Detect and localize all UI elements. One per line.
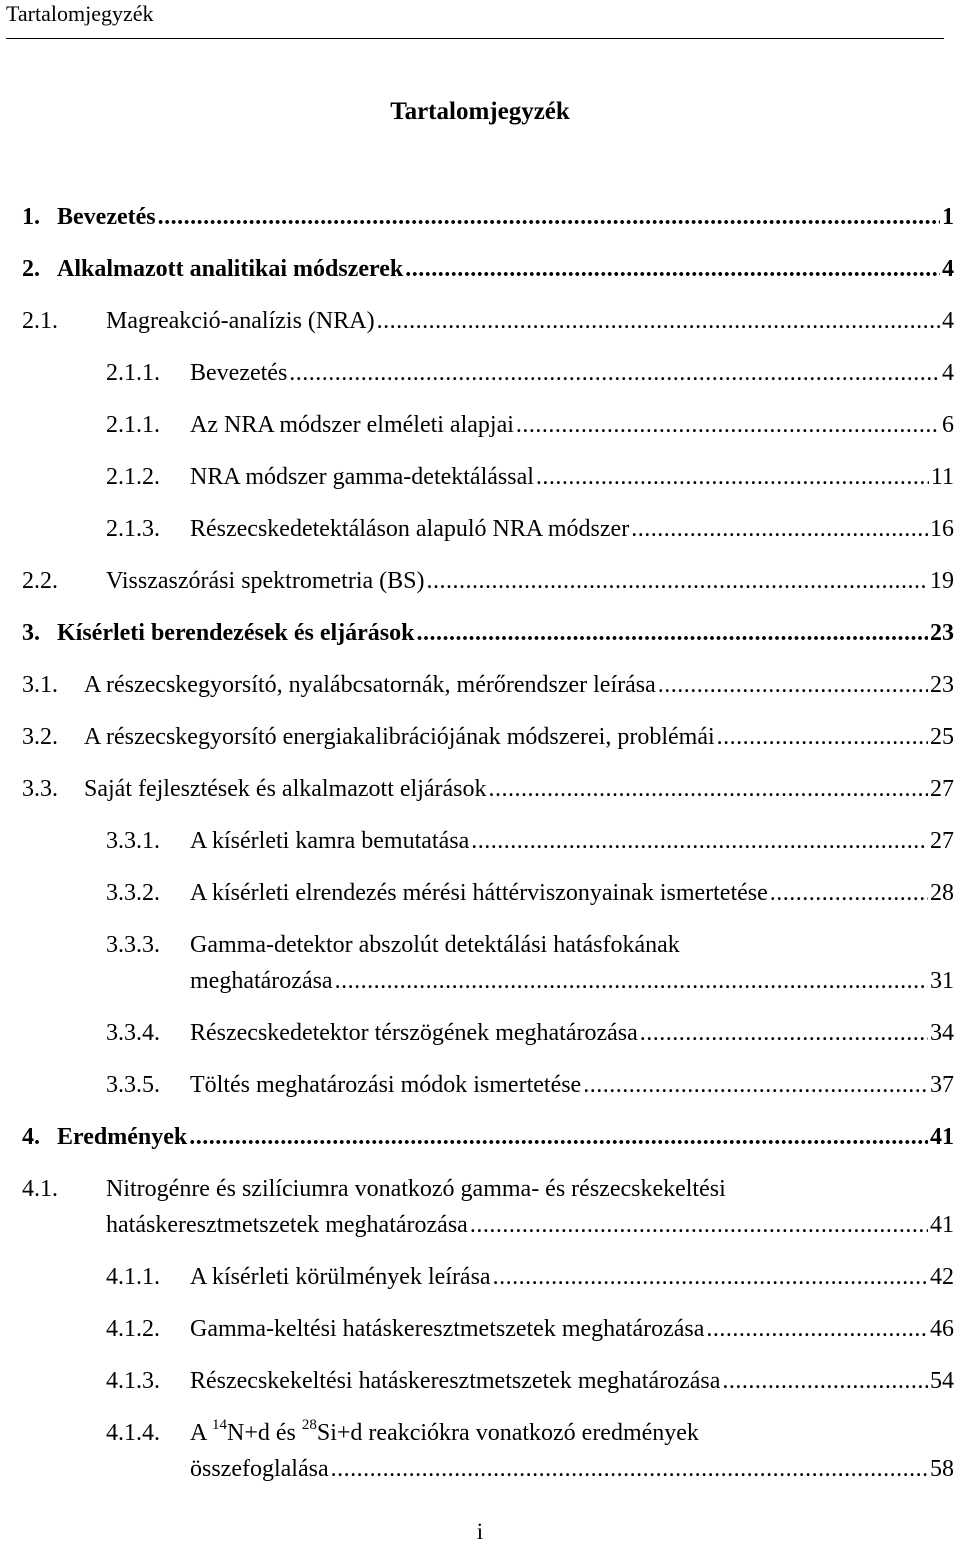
- dot-leader: [640, 1016, 928, 1050]
- dot-leader: [493, 1260, 928, 1294]
- toc-entry-3-3-3[interactable]: [106, 928, 954, 1000]
- isotope-mass-superscript: 28: [301, 1417, 317, 1433]
- toc-entry-page: 6: [942, 412, 954, 438]
- toc-entry-page: 25: [930, 724, 954, 750]
- toc-entry-label: Gamma-keltési hatáskeresztmetszetek meghatározása: [190, 1316, 705, 1342]
- toc-entry-3-3-4[interactable]: [106, 1016, 954, 1050]
- toc-entry-number: 4.1.: [22, 1176, 58, 1202]
- toc-entry-4-1-4[interactable]: [106, 1416, 954, 1488]
- dot-leader: [377, 304, 940, 338]
- isotope-mass-superscript: 14: [212, 1417, 228, 1433]
- toc-entry-page: 23: [930, 620, 954, 646]
- toc-entry-label: Az NRA módszer elméleti alapjai: [190, 412, 514, 438]
- toc-entry-number: 3.1.: [22, 672, 58, 698]
- toc-entry-page: 1: [942, 204, 954, 230]
- toc-entry-label-line1: Nitrogénre és szilíciumra vonatkozó gamma- és részecskekeltési: [106, 1176, 726, 1202]
- toc-entry-number: 4.1.3.: [106, 1368, 160, 1394]
- toc-entry-page: 58: [930, 1456, 954, 1482]
- toc-entry-number: 3.: [22, 620, 40, 646]
- dot-leader: [489, 772, 929, 806]
- dot-leader: [471, 824, 928, 858]
- toc-entry-4-1-1[interactable]: [106, 1260, 954, 1294]
- toc-entry-label: Részecskedetektáláson alapuló NRA módszer: [190, 516, 630, 542]
- toc-entry-label: NRA módszer gamma-detektálással: [190, 464, 534, 490]
- toc-entry-label: A részecskegyorsító energiakalibrációjának módszerei, problémái: [84, 724, 715, 750]
- toc-entry-label: Kísérleti berendezések és eljárások: [57, 620, 415, 646]
- toc-entry-label: Visszaszórási spektrometria (BS): [106, 568, 425, 594]
- toc-entry-label: Gamma-detektor abszolút detektálási hatásfokának: [190, 932, 680, 958]
- toc-entry-number: 3.3.: [22, 776, 58, 802]
- toc-entry-number: 2.1.1.: [106, 412, 160, 438]
- toc-entry-2-1-3[interactable]: [106, 512, 954, 546]
- dot-leader: [331, 1452, 928, 1486]
- toc-entry-2-1[interactable]: [22, 304, 954, 338]
- label-part: Si+d reakciókra vonatkozó eredmények: [316, 1420, 699, 1446]
- toc-entry-4-1-3[interactable]: [106, 1364, 954, 1398]
- toc-entry-number: 2.1.2.: [106, 464, 160, 490]
- toc-entry-page: 28: [930, 880, 954, 906]
- toc-entry-3-3-1[interactable]: [106, 824, 954, 858]
- toc-entry-2[interactable]: [22, 252, 954, 286]
- toc-entry-number: 2.1.1.: [106, 360, 160, 386]
- dot-leader: [289, 356, 940, 390]
- toc-entry-2-2[interactable]: [22, 564, 954, 598]
- header-rule: [6, 38, 944, 39]
- dot-leader: [335, 964, 928, 998]
- dot-leader: [405, 252, 940, 286]
- toc-entry-label: Bevezetés: [190, 360, 288, 386]
- toc-entry-2-1-2[interactable]: [106, 460, 954, 494]
- dot-leader: [706, 1312, 928, 1346]
- dot-leader: [426, 564, 928, 598]
- dot-leader: [516, 408, 940, 442]
- toc-entry-label: Eredmények: [57, 1124, 188, 1150]
- toc-entry-page: 19: [930, 568, 954, 594]
- toc-entry-page: 42: [930, 1264, 954, 1290]
- toc-entry-page: 16: [930, 516, 954, 542]
- dot-leader: [658, 668, 928, 702]
- toc-entry-page: 34: [930, 1020, 954, 1046]
- toc-entry-3[interactable]: [22, 616, 954, 650]
- toc-entry-number: 4.1.4.: [106, 1420, 160, 1446]
- toc-entry-page: 41: [930, 1124, 954, 1150]
- toc-entry-number: 2.: [22, 256, 40, 282]
- toc-entry-page: 31: [930, 968, 954, 994]
- toc-entry-3-3-2[interactable]: [106, 876, 954, 910]
- toc-entry-number: 3.3.2.: [106, 880, 160, 906]
- toc-entry-number: 2.1.: [22, 308, 58, 334]
- toc-entry-label: Töltés meghatározási módok ismertetése: [190, 1072, 582, 1098]
- toc-entry-page: 41: [930, 1212, 954, 1238]
- dot-leader: [536, 460, 929, 494]
- label-part: N+d és: [227, 1420, 302, 1446]
- toc-entry-2-1-1a[interactable]: [106, 356, 954, 390]
- toc-entry-4[interactable]: [22, 1120, 954, 1154]
- dot-leader: [416, 616, 928, 650]
- toc-entry-label: Bevezetés: [57, 204, 156, 230]
- toc-entry-label: Saját fejlesztések és alkalmazott eljárások: [84, 776, 487, 802]
- toc-entry-label: A kísérleti körülmények leírása: [190, 1264, 491, 1290]
- toc-entry-page: 11: [930, 464, 954, 490]
- dot-leader: [189, 1120, 928, 1154]
- dot-leader: [470, 1208, 928, 1242]
- toc-entry-label: A kísérleti elrendezés mérési háttérviszonyainak ismertetése: [190, 880, 768, 906]
- toc-entry-label-continued: összefoglalása: [190, 1456, 329, 1482]
- toc-entry-number: 2.1.3.: [106, 516, 160, 542]
- toc-entry-page: 4: [942, 308, 954, 334]
- toc-entry-number: 3.3.1.: [106, 828, 160, 854]
- toc-entry-label: [190, 1416, 699, 1450]
- toc-entry-number: 4.: [22, 1124, 40, 1150]
- dot-leader: [717, 720, 928, 754]
- dot-leader: [631, 512, 928, 546]
- toc-entry-3-2[interactable]: [22, 720, 954, 754]
- toc-entry-page: 37: [930, 1072, 954, 1098]
- toc-entry-number: 2.2.: [22, 568, 58, 594]
- toc-title: Tartalomjegyzék: [390, 98, 570, 125]
- toc-entry-3-3-5[interactable]: [106, 1068, 954, 1102]
- toc-entry-number: 3.3.3.: [106, 932, 160, 958]
- toc-entry-4-1-2[interactable]: [106, 1312, 954, 1346]
- toc-entry-number: 3.2.: [22, 724, 58, 750]
- dot-leader: [770, 876, 928, 910]
- toc-entry-label-continued: meghatározása: [190, 968, 333, 994]
- toc-entry-number: 3.3.5.: [106, 1072, 160, 1098]
- toc-entry-page: 46: [930, 1316, 954, 1342]
- toc-entry-page: 27: [930, 828, 954, 854]
- dot-leader: [158, 200, 940, 234]
- toc-entry-label: Részecskekeltési hatáskeresztmetszetek meghatározása: [190, 1368, 721, 1394]
- toc-entry-label: A részecskegyorsító, nyalábcsatornák, mérőrendszer leírása: [84, 672, 656, 698]
- toc-entry-3-3[interactable]: [22, 772, 954, 806]
- toc-entry-label: Alkalmazott analitikai módszerek: [57, 256, 404, 282]
- toc-entry-label: Magreakció-analízis (NRA): [106, 308, 375, 334]
- toc-entry-label: A kísérleti kamra bemutatása: [190, 828, 470, 854]
- dot-leader: [722, 1364, 928, 1398]
- toc-entry-4-1[interactable]: [22, 1172, 954, 1244]
- toc-entry-number: 4.1.1.: [106, 1264, 160, 1290]
- running-header: Tartalomjegyzék: [6, 1, 154, 26]
- label-part: A: [190, 1420, 213, 1446]
- toc-entry-number: 1.: [22, 204, 40, 230]
- page-number: i: [476, 1519, 484, 1544]
- toc-entry-number: 3.3.4.: [106, 1020, 160, 1046]
- toc-entry-number: 4.1.2.: [106, 1316, 160, 1342]
- toc-entry-page: 23: [930, 672, 954, 698]
- toc-entry-3-1[interactable]: [22, 668, 954, 702]
- toc-entry-1[interactable]: [22, 200, 954, 234]
- toc-entry-page: 54: [930, 1368, 954, 1394]
- toc-entry-page: 4: [942, 256, 954, 282]
- toc-entry-label-continued: hatáskeresztmetszetek meghatározása: [106, 1212, 468, 1238]
- toc-entry-label: Részecskedetektor térszögének meghatározása: [190, 1020, 638, 1046]
- toc-entry-2-1-1b[interactable]: [106, 408, 954, 442]
- toc-entry-page: 27: [930, 776, 954, 802]
- dot-leader: [583, 1068, 928, 1102]
- toc-entry-page: 4: [942, 360, 954, 386]
